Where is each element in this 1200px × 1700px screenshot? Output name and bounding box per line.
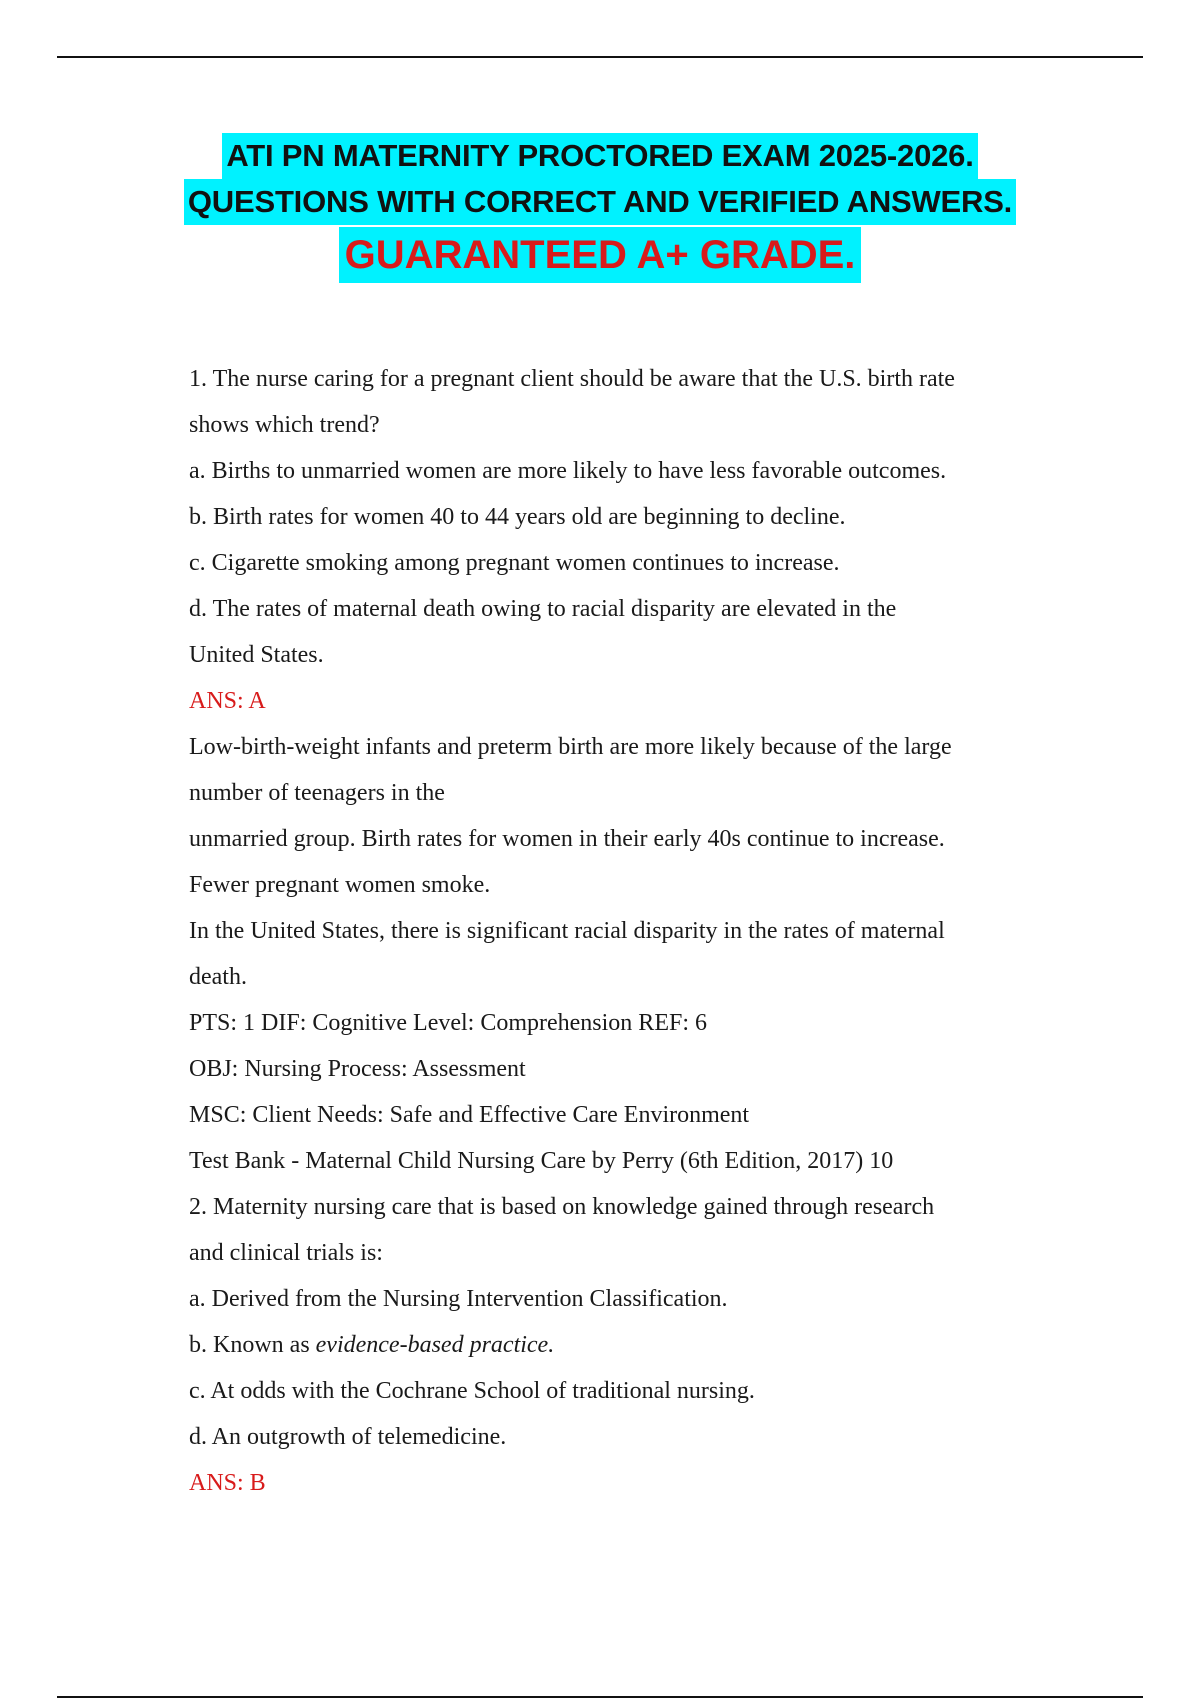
q1-option-d-line-2: United States. — [189, 642, 324, 668]
q2-option-b — [189, 1322, 1059, 1368]
q2-option-d: d. An outgrowth of telemedicine. — [189, 1424, 507, 1450]
q1-rationale-line: unmarried group. Birth rates for women in their early 40s continue to increase. — [189, 826, 945, 852]
q2-option-b-term: evidence-based practice. — [315, 1332, 555, 1358]
title-line-1: ATI PN MATERNITY PROCTORED EXAM 2025-2026. — [222, 133, 977, 179]
q1-stem-line-1: 1. The nurse caring for a pregnant client should be aware that the U.S. birth rate — [189, 366, 955, 392]
q2-answer: ANS: B — [189, 1470, 266, 1496]
q2-stem-line-2: and clinical trials is: — [189, 1240, 383, 1266]
q1-obj-meta: OBJ: Nursing Process: Assessment — [189, 1056, 526, 1082]
top-rule — [57, 56, 1143, 58]
exam-content — [189, 356, 1059, 1506]
q1-msc-meta: MSC: Client Needs: Safe and Effective Care Environment — [189, 1102, 750, 1128]
q2-stem-line-1: 2. Maternity nursing care that is based on knowledge gained through research — [189, 1194, 935, 1220]
q1-rationale-line: In the United States, there is significant racial disparity in the rates of maternal — [189, 918, 945, 944]
q1-option-d-line-1: d. The rates of maternal death owing to racial disparity are elevated in the — [189, 596, 897, 622]
question-1 — [189, 356, 1059, 1184]
q1-source: Test Bank - Maternal Child Nursing Care by Perry (6th Edition, 2017) 10 — [189, 1148, 894, 1174]
question-2 — [189, 1184, 1059, 1506]
q1-rationale-line: death. — [189, 964, 247, 990]
q2-option-c: c. At odds with the Cochrane School of traditional nursing. — [189, 1378, 755, 1404]
q2-option-a: a. Derived from the Nursing Intervention Classification. — [189, 1286, 728, 1312]
bottom-rule — [57, 1696, 1143, 1698]
q1-stem-line-2: shows which trend? — [189, 412, 380, 438]
q1-rationale-line: number of teenagers in the — [189, 780, 445, 806]
q1-option-c: c. Cigarette smoking among pregnant women continues to increase. — [189, 550, 840, 576]
grade-banner: GUARANTEED A+ GRADE. — [339, 227, 862, 283]
title-line-2: QUESTIONS WITH CORRECT AND VERIFIED ANSWERS. — [184, 179, 1016, 225]
q1-rationale-line: Low-birth-weight infants and preterm birth are more likely because of the large — [189, 734, 952, 760]
q1-answer: ANS: A — [189, 688, 266, 714]
q1-option-a: a. Births to unmarried women are more likely to have less favorable outcomes. — [189, 458, 947, 484]
q1-pts-meta: PTS: 1 DIF: Cognitive Level: Comprehension REF: 6 — [189, 1010, 707, 1036]
q1-option-b: b. Birth rates for women 40 to 44 years old are beginning to decline. — [189, 504, 846, 530]
q2-option-b-prefix: b. Known as — [189, 1332, 316, 1358]
document-title-block — [0, 133, 1200, 283]
q1-rationale-line: Fewer pregnant women smoke. — [189, 872, 491, 898]
